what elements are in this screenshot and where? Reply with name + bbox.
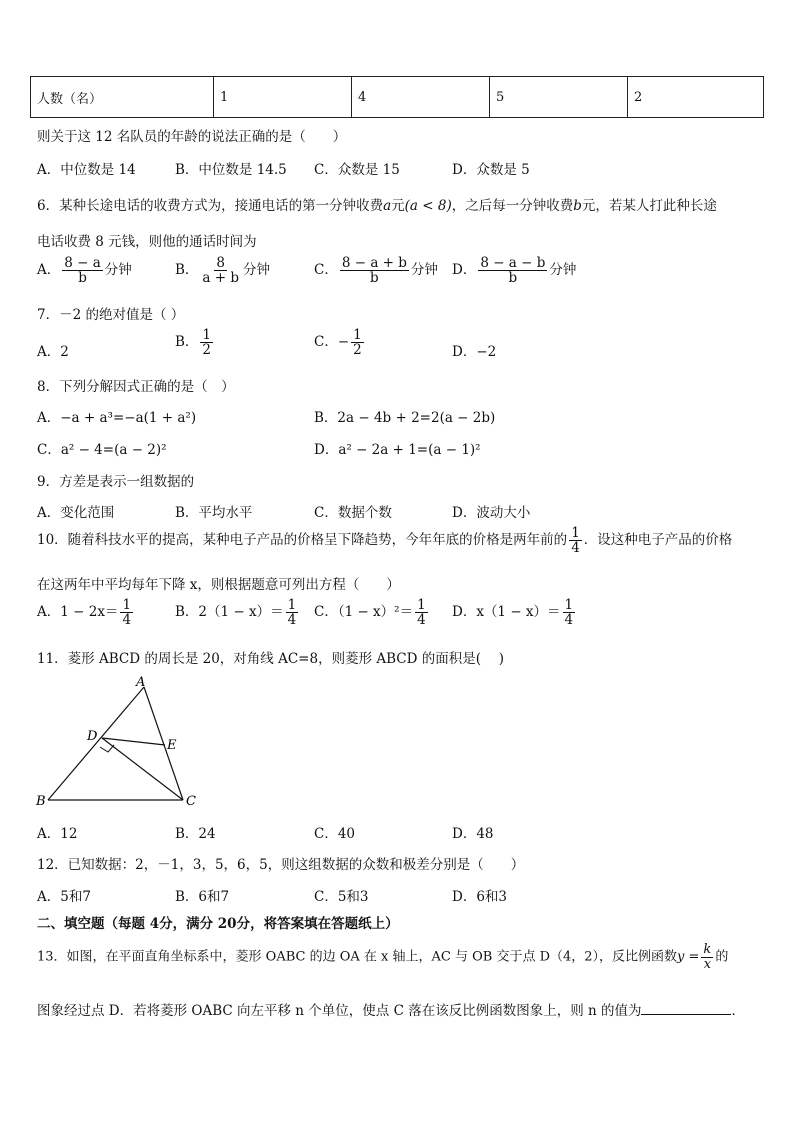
denominator: 2 xyxy=(353,342,362,359)
q5-option-d: D．众数是 5 xyxy=(452,162,530,178)
q6-var: b xyxy=(573,198,582,214)
table-cell: 人数（名） xyxy=(31,77,214,118)
option-label: B． xyxy=(175,262,199,279)
q10-option-d xyxy=(452,598,577,627)
q9-option-c: C．数据个数 xyxy=(314,505,392,521)
denominator: b xyxy=(508,270,518,287)
unit: 分钟 xyxy=(104,262,132,279)
q12-option-a: A．5和7 xyxy=(37,889,91,905)
q9-option-d: D．波动大小 xyxy=(452,505,531,521)
q6-text: ，之后每一分钟收费 xyxy=(451,198,574,214)
numerator: 1 xyxy=(564,597,574,613)
numerator: 8 xyxy=(216,255,226,271)
fraction xyxy=(415,598,428,627)
q5-option-a: A．中位数是 14 xyxy=(37,162,136,178)
q10-option-c xyxy=(314,598,430,627)
q7-option-b xyxy=(175,328,215,357)
numerator: 8 − a + b xyxy=(341,255,407,271)
table-cell: 4 xyxy=(352,77,490,118)
equation-lhs: A．1 − 2x＝ xyxy=(37,604,119,621)
numerator: k xyxy=(703,942,712,957)
fraction xyxy=(200,328,213,357)
function-lhs: y = xyxy=(677,949,700,965)
denominator: 4 xyxy=(571,540,580,557)
denominator: a + b xyxy=(202,270,240,287)
q10-text: ．设这种电子产品的价格 xyxy=(583,532,733,549)
q6-text: 元 xyxy=(391,198,405,214)
q13-text: 图象经过点 D．若将菱形 OABC 向左平移 n 个单位，使点 C 落在该反比例函数图象上，则 n 的值为 xyxy=(37,1003,642,1019)
q8-option-c: C．a² − 4=(a − 2)² xyxy=(37,442,167,458)
q11-stem: 11．菱形 ABCD 的周长是 20，对角线 AC=8，则菱形 ABCD 的面积是( ) xyxy=(37,651,505,667)
q5-option-c: C．众数是 15 xyxy=(314,162,400,178)
denominator: 4 xyxy=(417,612,426,629)
equation-lhs: B．2（1 − x）＝ xyxy=(175,604,284,621)
q9-stem: 9．方差是表示一组数据的 xyxy=(37,474,195,490)
q6-option-c xyxy=(314,256,438,285)
section-heading: 二、填空题（每题 4分，满分 20分，将答案填在答题纸上） xyxy=(37,916,399,932)
q11-option-a: A．12 xyxy=(37,826,78,842)
numerator: 1 xyxy=(417,597,426,613)
equation-lhs: C．（1 − x）²＝ xyxy=(314,604,414,621)
denominator: x xyxy=(703,956,712,972)
fraction xyxy=(569,526,582,555)
triangle-figure xyxy=(30,672,220,812)
numerator: 8 − a − b xyxy=(480,255,546,271)
q12-stem: 12．已知数据：2，－1，3，5，6，5，则这组数据的众数和极差分别是（ ） xyxy=(37,857,525,873)
table-cell: 1 xyxy=(214,77,352,118)
table-cell: 2 xyxy=(628,77,764,118)
fraction xyxy=(200,256,241,285)
q10-line1 xyxy=(37,526,732,555)
unit: 分钟 xyxy=(549,262,577,279)
q6-line2: 电话收费 8 元钱，则他的通话时间为 xyxy=(37,234,257,250)
q11-option-d: D．48 xyxy=(452,826,494,842)
fraction xyxy=(701,943,713,971)
segment-de xyxy=(102,738,165,745)
fraction xyxy=(563,598,576,627)
table-cell: 5 xyxy=(490,77,628,118)
q10-option-b xyxy=(175,598,300,627)
numerator: 8 − a xyxy=(64,255,101,271)
q6-text: 6．某种长途电话的收费方式为，接通电话的第一分钟收费 xyxy=(37,198,384,214)
table-row xyxy=(31,77,764,118)
numerator: 1 xyxy=(122,597,132,613)
q7-option-c xyxy=(314,328,366,357)
q13-text: ． xyxy=(731,1003,745,1019)
denominator: 4 xyxy=(122,612,132,629)
fraction xyxy=(478,256,547,285)
q6-text: 元，若某人打此种长途 xyxy=(581,198,717,214)
q12-option-b: B．6和7 xyxy=(175,889,230,905)
q7-option-d: D．−2 xyxy=(452,344,497,360)
q13-text: 的 xyxy=(715,949,729,965)
option-label: C．− xyxy=(314,334,350,351)
label-a: A xyxy=(136,675,146,690)
q13-text: 13．如图，在平面直角坐标系中，菱形 OABC 的边 OA 在 x 轴上，AC 与 OB 交于点 D（4，2），反比例函数 xyxy=(37,949,678,965)
q6-var: a xyxy=(383,198,392,214)
q13-line1 xyxy=(37,943,728,971)
fraction xyxy=(286,598,299,627)
numerator: 1 xyxy=(571,525,580,541)
option-label: A． xyxy=(37,262,61,279)
unit: 分钟 xyxy=(410,262,438,279)
fraction xyxy=(340,256,409,285)
denominator: 4 xyxy=(287,612,297,629)
q8-option-d: D．a² − 2a + 1=(a − 1)² xyxy=(314,442,481,458)
denominator: b xyxy=(78,270,87,287)
unit: 分钟 xyxy=(243,262,271,279)
label-b: B xyxy=(36,794,46,809)
option-label: D． xyxy=(452,262,477,279)
q5-stem: 则关于这 12 名队员的年龄的说法正确的是（ ） xyxy=(37,129,347,145)
q11-option-b: B．24 xyxy=(175,826,216,842)
q10-option-a xyxy=(37,598,135,627)
option-label: B． xyxy=(175,334,199,351)
option-label: C． xyxy=(314,262,338,279)
q6-line1 xyxy=(37,194,717,214)
q7-stem: 7．－2 的绝对值是（ ） xyxy=(37,307,185,323)
q13-line2 xyxy=(37,999,745,1019)
q8-option-b: B．2a − 4b + 2=2(a − 2b) xyxy=(314,410,496,426)
fraction xyxy=(62,256,103,285)
q10-line2: 在这两年中平均每年下降 x，则根据题意可列出方程（ ） xyxy=(37,577,400,593)
q10-text: 10．随着科技水平的提高，某种电子产品的价格呈下降趋势，今年年底的价格是两年前的 xyxy=(37,532,568,549)
numerator: 1 xyxy=(353,327,362,343)
denominator: 2 xyxy=(202,342,212,359)
label-e: E xyxy=(167,738,177,753)
numerator: 1 xyxy=(287,597,297,613)
age-table xyxy=(30,76,764,118)
denominator: 4 xyxy=(564,612,574,629)
q8-stem: 8．下列分解因式正确的是（ ） xyxy=(37,379,235,395)
label-c: C xyxy=(186,794,196,809)
q9-option-a: A．变化范围 xyxy=(37,505,115,521)
q12-option-d: D．6和3 xyxy=(452,889,508,905)
fraction xyxy=(351,328,364,357)
q5-option-b: B．中位数是 14.5 xyxy=(175,162,287,178)
q6-option-d xyxy=(452,256,576,285)
q6-option-a xyxy=(37,256,132,285)
denominator: b xyxy=(370,270,379,287)
q9-option-b: B．平均水平 xyxy=(175,505,253,521)
q6-option-b xyxy=(175,256,270,285)
q12-option-c: C．5和3 xyxy=(314,889,369,905)
numerator: 1 xyxy=(202,327,212,343)
q8-option-a: A．−a + a³=−a(1 + a²) xyxy=(37,410,197,426)
q7-option-a: A．2 xyxy=(37,344,69,360)
q11-option-c: C．40 xyxy=(314,826,356,842)
answer-blank xyxy=(641,1002,731,1015)
fraction xyxy=(120,598,133,627)
label-d: D xyxy=(87,729,98,744)
equation-lhs: D．x（1 − x）＝ xyxy=(452,604,561,621)
q6-condition: (a < 8) xyxy=(404,198,452,214)
